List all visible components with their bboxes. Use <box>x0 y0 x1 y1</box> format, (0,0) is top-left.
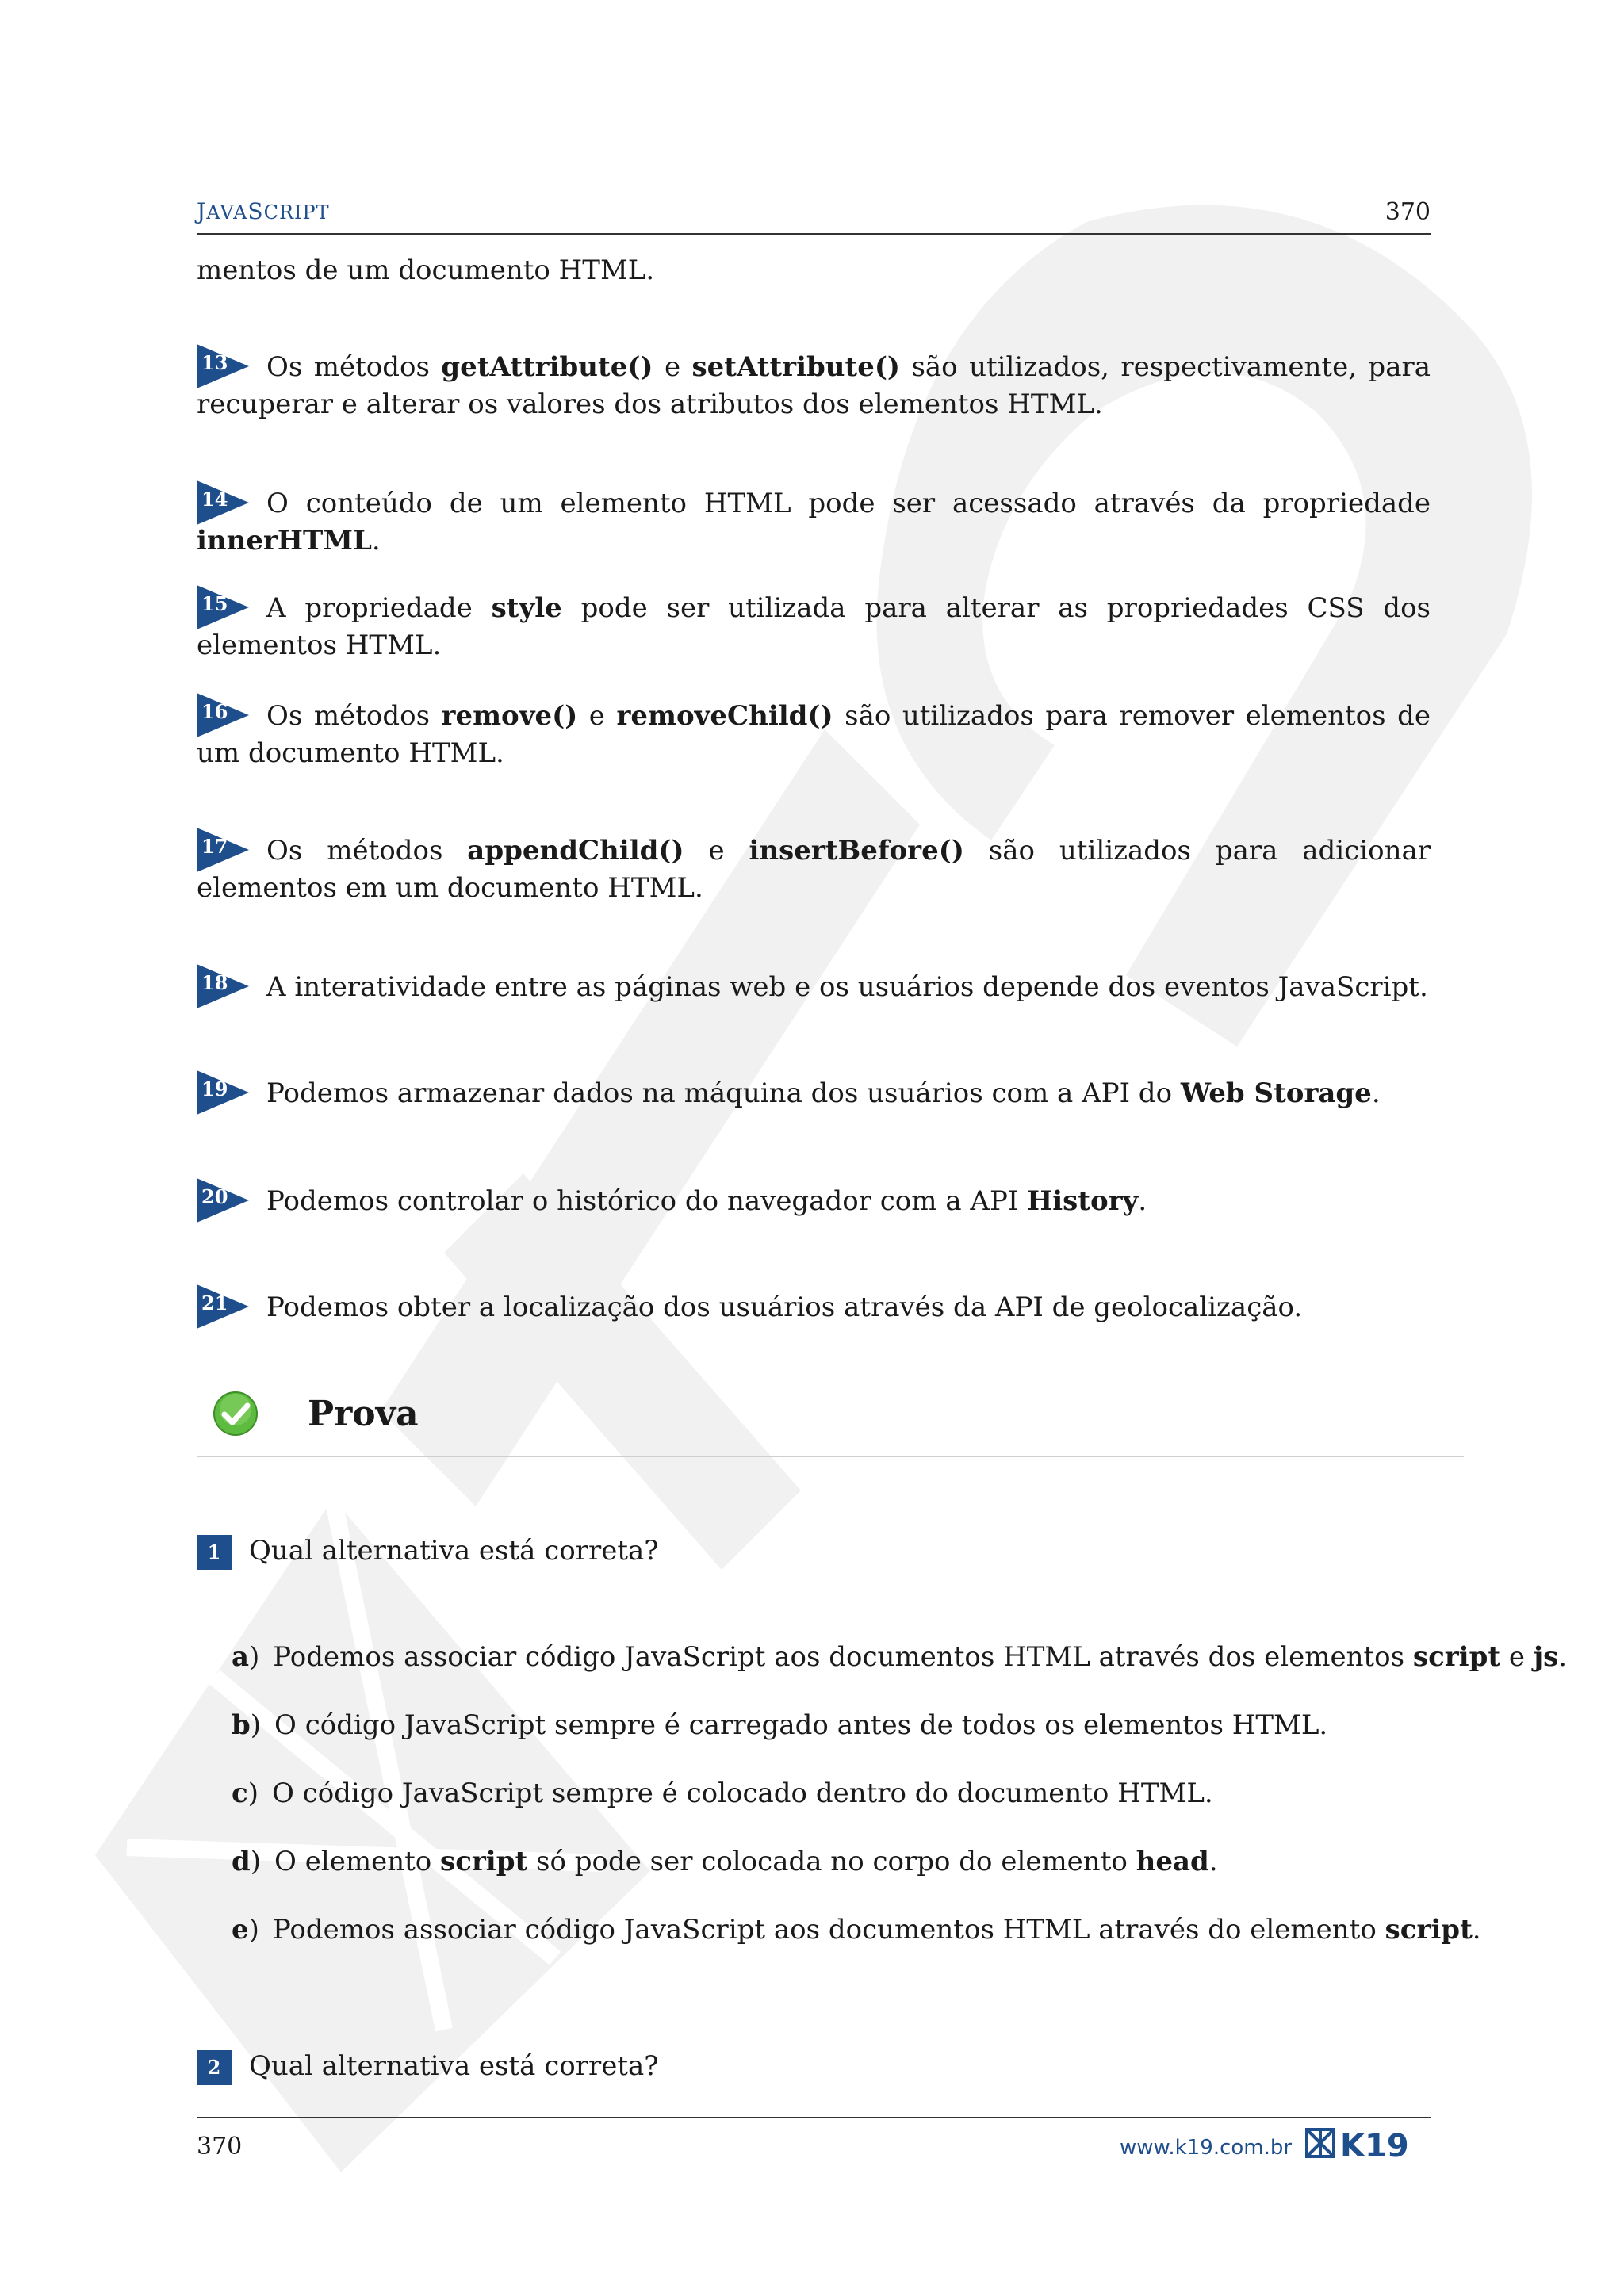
text-run: A interatividade entre as páginas web e os usuários depende dos eventos JavaScript. <box>266 971 1428 1003</box>
keyword: script <box>1385 1914 1473 1946</box>
text-run: . <box>1208 1846 1218 1877</box>
text-run: Podemos associar código JavaScript aos documentos HTML através do elemento <box>272 1914 1385 1946</box>
section-title: Prova <box>308 1394 419 1434</box>
question-number: 2 <box>197 2050 232 2085</box>
text-run: e <box>577 700 617 732</box>
answer-option: d) O elemento script só pode ser colocada no corpo do elemento head. <box>232 1846 1218 1877</box>
option-letter: b <box>232 1709 251 1741</box>
text-run: são utilizados, respectivamente, para recuperar e alterar os valores dos atributos dos elementos HTML. <box>197 351 1431 420</box>
chapter-title: JAVASCRIPT <box>197 198 330 224</box>
exercise-text <box>197 485 1431 560</box>
exercise-text <box>197 590 1431 664</box>
option-letter: d <box>232 1846 251 1877</box>
exercise-number: 16 <box>201 700 228 723</box>
text-run: só pode ser colocada no corpo do elemento <box>527 1846 1136 1877</box>
svg-text:K19: K19 <box>1340 2128 1409 2161</box>
keyword: History <box>1027 1185 1139 1217</box>
exercise-text <box>197 1075 1431 1112</box>
option-letter: a <box>232 1641 250 1673</box>
exercise-text <box>197 969 1431 1006</box>
text-run: Podemos obter a localização dos usuários através da API de geolocalização. <box>266 1292 1303 1323</box>
text-run: e <box>653 351 692 383</box>
text-run: são utilizados para adicionar elementos em um documento HTML. <box>197 835 1431 904</box>
exercise-text <box>197 1289 1431 1326</box>
exercise-number: 14 <box>201 488 228 511</box>
exercise-number: 20 <box>201 1185 228 1208</box>
exercise-number: 13 <box>201 351 228 374</box>
keyword: insertBefore() <box>749 835 964 867</box>
exercise-number: 21 <box>201 1292 228 1314</box>
text-run: O conteúdo de um elemento HTML pode ser acessado através da propriedade <box>266 488 1431 519</box>
text-run: Os métodos <box>266 835 468 867</box>
keyword: head <box>1136 1846 1209 1877</box>
answer-option: e) Podemos associar código JavaScript aos documentos HTML através do elemento script. <box>232 1914 1481 1946</box>
keyword: setAttribute() <box>691 351 901 383</box>
exercise-text <box>197 832 1431 907</box>
keyword: remove() <box>441 700 578 732</box>
keyword: script <box>1412 1641 1501 1673</box>
exercise-number: 15 <box>201 592 228 615</box>
exercise-text <box>197 698 1431 772</box>
text-run: A propriedade <box>266 592 492 624</box>
continuation-text: mentos de um documento HTML. <box>197 254 655 286</box>
text-run: Os métodos <box>266 700 442 732</box>
option-letter: c <box>232 1777 248 1809</box>
keyword: style <box>491 592 562 624</box>
text-run: . <box>1472 1914 1481 1946</box>
answer-option: b) O código JavaScript sempre é carregado antes de todos os elementos HTML. <box>232 1709 1328 1741</box>
exercise-number: 17 <box>201 835 228 858</box>
question-text: Qual alternativa está correta? <box>249 1535 659 1567</box>
text-run: e <box>684 835 749 867</box>
keyword: innerHTML <box>197 525 372 557</box>
text-run: . <box>1138 1185 1147 1217</box>
text-run: e <box>1500 1641 1534 1673</box>
exercise-number: 19 <box>201 1077 228 1100</box>
text-run: O elemento <box>274 1846 441 1877</box>
option-letter: e <box>232 1914 249 1946</box>
text-run: . <box>1558 1641 1568 1673</box>
exercise-number: 18 <box>201 971 228 994</box>
keyword: getAttribute() <box>441 351 653 383</box>
exercise-text <box>197 349 1431 423</box>
keyword: js <box>1533 1641 1559 1673</box>
keyword: Web Storage <box>1180 1077 1372 1109</box>
keyword: appendChild() <box>467 835 684 867</box>
footer-divider <box>197 2117 1431 2118</box>
k19-logo <box>1305 2126 1431 2161</box>
keyword: removeChild() <box>616 700 833 732</box>
running-header <box>197 198 1431 235</box>
text-run: O código JavaScript sempre é carregado antes de todos os elementos HTML. <box>274 1709 1328 1741</box>
exercise-text <box>197 1183 1431 1220</box>
text-run: são utilizados para remover elementos de um documento HTML. <box>197 700 1431 769</box>
question-number: 1 <box>197 1535 232 1570</box>
text-run: . <box>1371 1077 1381 1109</box>
answer-option: a) Podemos associar código JavaScript aos documentos HTML através dos elementos script e js. <box>232 1641 1568 1673</box>
text-run: Os métodos <box>266 351 442 383</box>
text-run: Podemos armazenar dados na máquina dos usuários com a API do <box>266 1077 1181 1109</box>
question-text: Qual alternativa está correta? <box>249 2050 659 2082</box>
section-divider <box>197 1456 1464 1457</box>
footer-url: www.k19.com.br <box>1120 2136 1293 2160</box>
text-run: Podemos controlar o histórico do navegador com a API <box>266 1185 1028 1217</box>
footer-page-number: 370 <box>197 2133 243 2160</box>
text-run: O código JavaScript sempre é colocado dentro do documento HTML. <box>271 1777 1213 1809</box>
keyword: script <box>440 1846 528 1877</box>
text-run: pode ser utilizada para alterar as propriedades CSS dos elementos HTML. <box>197 592 1431 661</box>
header-page-number: 370 <box>1385 198 1431 226</box>
answer-option: c) O código JavaScript sempre é colocado dentro do documento HTML. <box>232 1777 1213 1809</box>
text-run: Podemos associar código JavaScript aos documentos HTML através dos elementos <box>273 1641 1413 1673</box>
text-run: . <box>371 525 381 557</box>
check-icon <box>213 1391 259 1437</box>
